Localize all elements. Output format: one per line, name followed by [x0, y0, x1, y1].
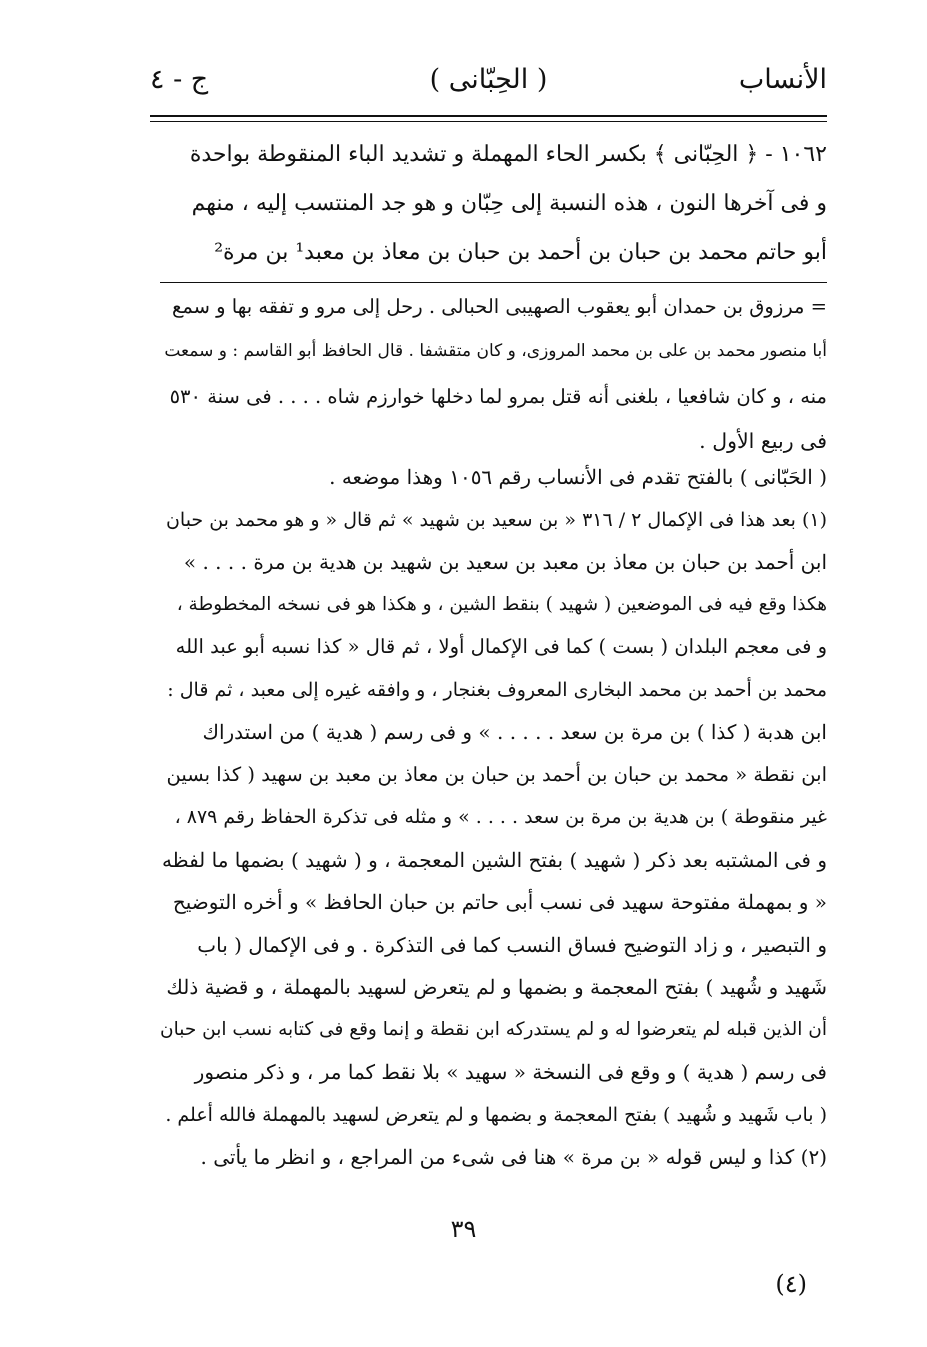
header-entry-title: ( الحِبّانى )	[429, 64, 548, 95]
footnote-line: ابن أحمد بن حبان بن معاذ بن معبد بن سعيد بن شهيد بن هدية بن مرة . . . . »	[183, 550, 827, 574]
footnote-line: فى رسم ( هدية ) و وقع فى النسخة « سهيد » بلا نقط كما مر ، و ذكر منصور	[194, 1060, 827, 1084]
footnote-line: أن الذين قبله لم يتعرضوا له و لم يستدركه ابن نقطة و إنما وقع فى كتابه نسب ابن حبان	[160, 1018, 827, 1040]
entry-line: و فى آخرها النون ، هذه النسبة إلى حِبّان و هو جد المنتسب إليه ، منهم	[191, 191, 827, 216]
continuation-line: = مرزوق بن حمدان أبو يعقوب الصهيبى الحبالى . رحل إلى مرو و تفقه بها و سمع	[171, 295, 827, 318]
footnote-line: و فى معجم البلدان ( بست ) كما فى الإكمال أولا ، ثم قال « كذا نسبه أبو عبد الله	[175, 635, 827, 658]
footnote-line: ابن نقطة « محمد بن حبان بن أحمد بن حبان بن معاذ بن معبد بن سهيد ( كذا بسين	[166, 762, 827, 786]
footnote-separator	[160, 282, 827, 283]
header-volume: ج - ٤	[150, 64, 209, 95]
footnote-line: (٢) كذا و ليس قوله « بن مرة » هنا فى شىء من المراجع ، و انظر ما يأتى .	[200, 1145, 827, 1169]
footnote-line: (١) بعد هذا فى الإكمال ٢ / ٣١٦ « بن سعيد بن شهيد » ثم قال « و هو محمد بن حبان	[165, 508, 827, 531]
main-entry	[160, 130, 827, 277]
footnote-line: و فى المشتبه بعد ذكر ( شهيد ) بفتح الشين المعجمة ، و ( شهيد ) بضمها ما لفظه	[161, 847, 827, 872]
footnote-line: غير منقوطة ) بن هدية بن مرة بن سعد . . . . » و مثله فى تذكرة الحفاظ رقم ٨٧٩ ،	[174, 806, 827, 828]
footnote-line: شَهيد و شُهيد ) بفتح المعجمة و بضمها و لم يتعرض لسهيد بالمهملة ، و قضية ذلك	[166, 975, 827, 999]
continuation-line: فى ربيع الأول .	[699, 429, 827, 453]
entry-line: أبو حاتم محمد بن حبان بن أحمد بن حبان بن معاذ بن معبد¹ بن مرة²	[214, 240, 827, 265]
footnote-line: ( باب شَهيد و شُهيد ) بفتح المعجمة و بضمها و لم يتعرض لسهيد بالمهملة فالله أعلم .	[165, 1103, 827, 1126]
footnote-line: « و بمهملة مفتوحة سهيد فى نسب أبى حاتم بن حبان الحافظ » و أخره التوضيح	[172, 890, 827, 914]
footnote-line: هكذا وقع فيه فى الموضعين ( شهيد ) بنقط الشين ، و هكذا هو فى نسخه المخطوطة ،	[176, 593, 827, 615]
continuation-line: منه ، و كان شافعيا ، بلغنى أنه قتل بمرو لما دخلها خوارزم شاه . . . . فى سنة ٥٣٠	[169, 385, 827, 408]
footnote-line: ابن هدبة ( كذا ) بن مرة بن سعد . . . . . » و فى رسم ( هدية ) من استدراك	[202, 720, 827, 744]
running-header	[150, 58, 827, 102]
footnote-line: ( الحَبّانى ) بالفتح تقدم فى الأنساب رقم ١٠٥٦ وهذا موضعه .	[329, 465, 827, 489]
header-book-title: الأنساب	[738, 64, 827, 95]
footnote-continuation	[160, 284, 827, 464]
footnote-line: محمد بن أحمد بن محمد البخارى المعروف بغنجار ، و وافقه غيره إلى معبد ، ثم قال :	[167, 678, 827, 701]
signature-mark: (٤)	[775, 1270, 807, 1298]
page-number: ٣٩	[450, 1215, 477, 1243]
footnote-line: و التبصير ، و زاد التوضيح فساق النسب كما فى التذكرة . و فى الإكمال ( باب	[197, 932, 827, 957]
footnotes	[160, 456, 827, 1179]
header-rule	[150, 115, 827, 122]
entry-line: ١٠٦٢ - ﴿ الحِبّانى ﴾ بكسر الحاء المهملة و تشديد الباء المنقوطة بواحدة	[189, 142, 827, 167]
continuation-line: أبا منصور محمد بن على بن محمد المروزى، و كان متقشفا . قال الحافظ أبو القاسم : و سمعت	[164, 341, 827, 361]
